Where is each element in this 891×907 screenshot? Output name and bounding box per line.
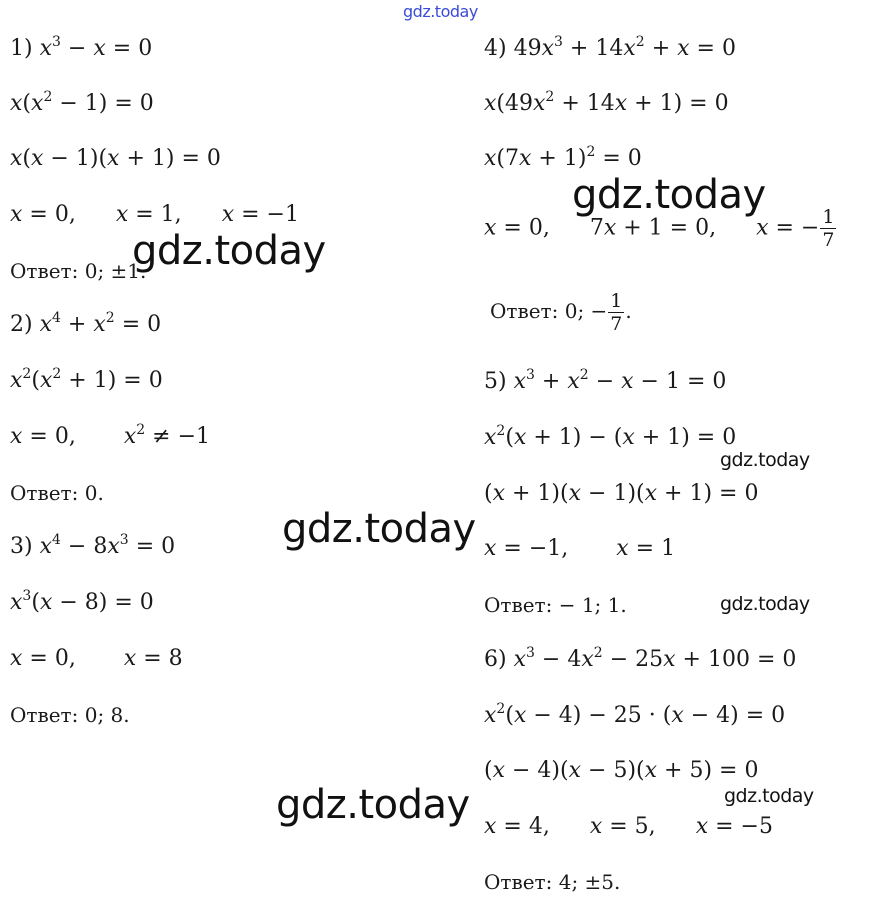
- problem-2-answer: Ответ: 0.: [10, 481, 104, 505]
- watermark: gdz.today: [276, 782, 470, 828]
- problem-6-roots: x = 4, x = 5, x = −5: [484, 814, 773, 839]
- problem-4-roots: x = 0, 7x + 1 = 0, x = − $\frac{1}{7}$: [484, 206, 835, 251]
- problem-5-equation: 5) $x^3 + x^2 - x - 1 = 0$: [484, 367, 727, 394]
- problem-6-step-2: (x − 4)(x − 5)(x + 5) = 0: [484, 758, 759, 783]
- problem-1-roots: x = 0, x = 1, x = −1: [10, 202, 299, 227]
- problem-4-equation: 4) $49x^3 + 14x^2 + x = 0$: [484, 34, 736, 61]
- watermark: gdz.today: [132, 228, 326, 274]
- watermark-small: gdz.today: [720, 593, 810, 615]
- problem-1-answer: Ответ: 0; ±1.: [10, 259, 147, 283]
- fraction-one-seventh: $\frac{1}{7}$: [822, 206, 835, 251]
- problem-5-step-2: (x + 1)(x − 1)(x + 1) = 0: [484, 481, 759, 506]
- problem-3-equation: 3) $x^4 - 8x^3 = 0$: [10, 532, 176, 559]
- problem-6-step-1: $x^2(x - 4) - 25 \cdot (x - 4) = 0$: [484, 701, 786, 728]
- fraction-one-seventh: $\frac{1}{7}$: [610, 290, 623, 335]
- problem-4-answer: Ответ: 0; − $\frac{1}{7}$ .: [490, 290, 632, 335]
- watermark-top: gdz.today: [403, 2, 478, 21]
- problem-2-roots: x = 0, $x^2 \ne -1$: [10, 422, 211, 449]
- problem-6-answer: Ответ: 4; ±5.: [484, 870, 621, 894]
- problem-4-step-2: $x(7x + 1)^2 = 0$: [484, 144, 642, 171]
- problem-6-equation: 6) $x^3 - 4x^2 - 25x + 100 = 0$: [484, 645, 797, 672]
- problem-4-step-1: $x(49x^2 + 14x + 1) = 0$: [484, 89, 729, 116]
- problem-2-equation: 2) $x^4 + x^2 = 0$: [10, 310, 162, 337]
- problem-3-answer: Ответ: 0; 8.: [10, 703, 130, 727]
- problem-5-roots: x = −1, x = 1: [484, 536, 676, 561]
- problem-1-step-2: x(x − 1)(x + 1) = 0: [10, 146, 221, 171]
- problem-5-answer: Ответ: − 1; 1.: [484, 593, 627, 617]
- problem-3-roots: x = 0, x = 8: [10, 646, 183, 671]
- watermark-small: gdz.today: [720, 449, 810, 471]
- watermark: gdz.today: [572, 172, 766, 218]
- watermark: gdz.today: [282, 506, 476, 552]
- problem-5-step-1: $x^2(x + 1) - (x + 1) = 0$: [484, 423, 737, 450]
- problem-1-equation: 1) $x^3 - x = 0$: [10, 34, 153, 61]
- watermark-small: gdz.today: [724, 785, 814, 807]
- problem-1-step-1: $x(x^2 - 1) = 0$: [10, 89, 154, 116]
- problem-2-step-1: $x^2(x^2 + 1) = 0$: [10, 366, 163, 393]
- problem-3-step-1: $x^3(x - 8) = 0$: [10, 588, 154, 615]
